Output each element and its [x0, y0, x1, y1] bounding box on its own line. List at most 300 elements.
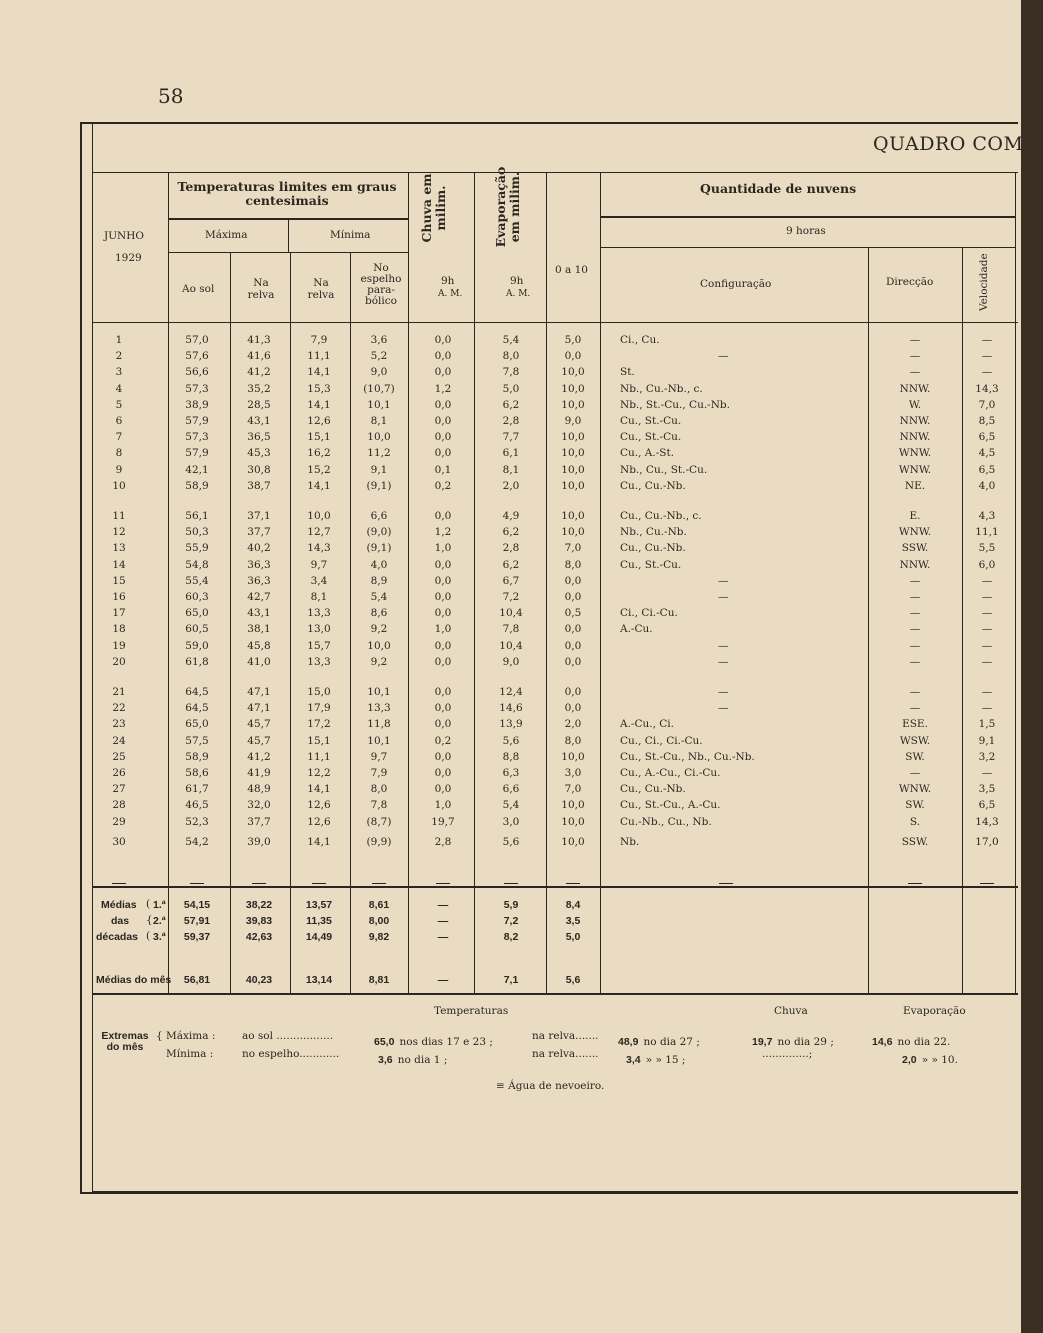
cell: 13: [112, 542, 126, 555]
cell: 10,0: [561, 510, 585, 522]
cell: 10,1: [367, 734, 391, 747]
cell-direction: —: [909, 607, 921, 620]
cell: 10,0: [561, 750, 585, 763]
cell-velocity: —: [981, 366, 993, 379]
table-row: [0, 816, 1043, 832]
cell: 54,2: [185, 835, 209, 848]
ao-sol-header: Ao sol: [182, 283, 215, 295]
cell: 7: [115, 431, 123, 444]
cell: 64,5: [185, 686, 209, 698]
rule: [92, 993, 1018, 995]
cell: 7,9: [370, 767, 388, 779]
cell: (9,9): [366, 835, 392, 848]
brace: (: [146, 930, 151, 942]
cell-direction: —: [909, 591, 921, 603]
cell: 12,6: [307, 815, 331, 828]
cell: 7,2: [502, 591, 520, 603]
cell: 0,0: [434, 574, 452, 587]
cell: 14,1: [307, 783, 331, 796]
year-label: 1929: [115, 252, 142, 264]
avg-cell: 42,63: [245, 931, 273, 943]
cell: 3,4: [310, 574, 328, 587]
cell: 1,2: [434, 382, 452, 395]
cell-config: Cu., Cu.-Nb.: [620, 542, 686, 555]
cell-velocity: 6,5: [978, 431, 996, 444]
cell-direction: NNW.: [899, 558, 931, 571]
cell: 47,1: [247, 702, 271, 715]
cell-direction: S.: [909, 815, 921, 828]
table-row: [0, 686, 1043, 702]
table-row: [0, 526, 1043, 542]
cell-direction: SSW.: [901, 835, 929, 848]
avg-label-decadas: décadas: [96, 931, 139, 943]
cell: 18: [112, 623, 126, 636]
cell: 10,0: [561, 815, 585, 828]
cell-velocity: 8,5: [978, 415, 996, 427]
cell: 10,0: [307, 510, 331, 522]
table-row: [0, 510, 1043, 526]
table-row: [0, 447, 1043, 463]
table-row: [0, 751, 1043, 767]
cell: 58,6: [185, 767, 209, 779]
cell-config: Cu., St.-Cu., A.-Cu.: [620, 799, 721, 812]
ext-min-mirror: no espelho............: [242, 1048, 340, 1060]
cell-direction: WSW.: [899, 734, 931, 747]
chuva-header: Chuva em milim.: [419, 173, 448, 243]
cell: 14,6: [499, 702, 523, 715]
cell: 10,0: [367, 639, 391, 652]
cell-direction: NNW.: [899, 382, 931, 395]
cell: 38,7: [247, 479, 271, 492]
table-row: [0, 656, 1043, 672]
cell: 28,5: [247, 398, 271, 411]
cell: 0,0: [434, 750, 452, 763]
cell: 47,1: [247, 686, 271, 698]
cell: 11,8: [367, 718, 391, 731]
cell: 3,6: [370, 334, 388, 346]
cell-direction: WNW.: [898, 447, 932, 460]
cell-velocity: —: [981, 686, 993, 698]
cell: 2,0: [564, 718, 582, 731]
cell: 0,0: [434, 558, 452, 571]
cell: 1,0: [434, 623, 452, 636]
cell: (8,7): [366, 815, 392, 828]
cell-config: Cu., A.-St.: [620, 447, 675, 460]
cell: 6,6: [370, 510, 388, 522]
cell-config: —: [718, 686, 729, 698]
cell: 9: [115, 463, 123, 476]
ext-max-grass: na relva.......: [532, 1030, 599, 1042]
am-evap: A. M.: [506, 289, 531, 299]
cell: 23: [112, 718, 126, 731]
cell-config: Cu., A.-Cu., Ci.-Cu.: [620, 767, 721, 779]
cell-direction: NE.: [904, 479, 926, 492]
table-row: [0, 735, 1043, 751]
avg-cell: 5,9: [503, 899, 519, 911]
ext-min-rain: ..............;: [762, 1048, 813, 1060]
ext-max-sun-val: 65,0 nos dias 17 e 23 ;: [374, 1036, 493, 1048]
cell: 3,0: [564, 767, 582, 779]
avg-cell: 57,91: [183, 915, 211, 927]
hour-9-chuva: 9h: [441, 275, 455, 287]
hour-9-evap: 9h: [510, 275, 524, 287]
cell: 8,1: [310, 591, 328, 603]
cell: 10,0: [561, 447, 585, 460]
cell: 10,0: [561, 398, 585, 411]
dash: [436, 873, 450, 892]
avg-cell: 8,61: [368, 899, 390, 911]
cell: (9,1): [366, 542, 392, 555]
cell: 27: [112, 783, 126, 796]
max-header: Máxima: [205, 229, 248, 241]
cell: 60,3: [185, 591, 209, 603]
cell: 0,2: [434, 734, 452, 747]
cell: 36,3: [247, 574, 271, 587]
cell: 14,1: [307, 835, 331, 848]
table-row: [0, 366, 1043, 382]
cell-direction: —: [909, 655, 921, 668]
avg-cell: 54,15: [183, 899, 211, 911]
cell: 36,3: [247, 558, 271, 571]
table-row: [0, 607, 1043, 623]
cell: 7,7: [502, 431, 520, 444]
dash: [719, 873, 733, 892]
cell: 21: [112, 686, 126, 698]
cell-config: A.-Cu.: [620, 623, 653, 636]
avg-month-cell: 5,6: [565, 974, 581, 986]
clouds-header: Quantidade de nuvens: [700, 181, 857, 196]
na-relva-min-header: Na relva: [307, 277, 335, 301]
cell: 3,0: [502, 815, 520, 828]
ext-max-grass-val: 48,9 no dia 27 ;: [618, 1036, 700, 1048]
cell: 7,0: [564, 783, 582, 796]
cell: 0,0: [564, 702, 582, 715]
avg-cell: 9,82: [368, 931, 390, 943]
cell-direction: —: [909, 623, 921, 636]
table-row: [0, 399, 1043, 415]
avg-cell: —: [437, 931, 449, 943]
cell: 0,2: [434, 479, 452, 492]
cell-velocity: —: [981, 639, 993, 652]
cell: 9,0: [564, 415, 582, 427]
cell: 10,1: [367, 686, 391, 698]
cell: 14,1: [307, 479, 331, 492]
cell: 15,2: [307, 463, 331, 476]
cell-direction: —: [909, 686, 921, 698]
cell: 45,3: [247, 447, 271, 460]
avg-cell: —: [437, 899, 449, 911]
cell: 19: [112, 639, 126, 652]
cell-direction: —: [909, 334, 921, 346]
cell-velocity: 17,0: [975, 835, 999, 848]
avg-cell: 7,2: [503, 915, 519, 927]
table-row: [0, 383, 1043, 399]
cell: 57,9: [185, 447, 209, 460]
avg-month-cell: 40,23: [245, 974, 273, 986]
cell: 57,3: [185, 382, 209, 395]
cell: 38,9: [185, 398, 209, 411]
cell-direction: —: [909, 366, 921, 379]
cell: 58,9: [185, 479, 209, 492]
cell: 13,3: [307, 655, 331, 668]
cell: 5,0: [502, 382, 520, 395]
cell: 36,5: [247, 431, 271, 444]
cell: 42,1: [185, 463, 209, 476]
cell: 10,1: [367, 398, 391, 411]
cell: 14: [112, 558, 126, 571]
cell-velocity: 3,5: [978, 783, 996, 796]
cell-velocity: —: [981, 702, 993, 715]
cell-config: Cu., Cu.-Nb.: [620, 479, 686, 492]
cell: 13,3: [367, 702, 391, 715]
table-row: [0, 623, 1043, 639]
cell-direction: NNW.: [899, 415, 931, 427]
cell-config: —: [718, 702, 729, 715]
cell-config: Cu.-Nb., Cu., Nb.: [620, 815, 712, 828]
cell: 8,8: [502, 750, 520, 763]
cell: (9,1): [366, 479, 392, 492]
cell: 5,6: [502, 835, 520, 848]
cell-velocity: 11,1: [975, 526, 999, 539]
cell: 41,9: [247, 767, 271, 779]
cell: 12: [112, 526, 126, 539]
cell-config: Cu., St.-Cu.: [620, 431, 682, 444]
cell: 40,2: [247, 542, 271, 555]
cell: 39,0: [247, 835, 271, 848]
cell: 61,8: [185, 655, 209, 668]
cell-config: —: [718, 574, 729, 587]
cell: 10,0: [561, 366, 585, 379]
cell: 2,0: [502, 479, 520, 492]
cell: 30: [112, 835, 126, 848]
cell: 28: [112, 799, 126, 812]
avg-cell: 38,22: [245, 899, 273, 911]
avg-cell: 11,35: [306, 915, 332, 927]
dash: [112, 873, 126, 892]
rule: [600, 216, 1016, 218]
cell: 10,0: [561, 835, 585, 848]
cell: 0,0: [434, 639, 452, 652]
cell: 10,0: [561, 463, 585, 476]
cell: 22: [112, 702, 126, 715]
table-row: [0, 640, 1043, 656]
avg-month-cell: 8,81: [368, 974, 390, 986]
cell-velocity: 4,0: [978, 479, 996, 492]
avg-cell: 8,4: [565, 899, 581, 911]
cell-config: Cu., St.-Cu.: [620, 558, 682, 571]
temp-group-header: Temperaturas limites em graus centesimais: [177, 179, 397, 208]
cell: 15,1: [307, 431, 331, 444]
cell-config: Cu., Cu.-Nb.: [620, 783, 686, 796]
cell: 0,0: [564, 591, 582, 603]
cell-velocity: 6,0: [978, 558, 996, 571]
cell: 32,0: [247, 799, 271, 812]
cell: 0,1: [434, 463, 452, 476]
cell: 2,8: [502, 542, 520, 555]
cell: 42,7: [247, 591, 271, 603]
ext-min-label: Mínima :: [166, 1048, 214, 1060]
cell: 41,2: [247, 750, 271, 763]
cell: 8,6: [370, 607, 388, 620]
cell: 5,4: [502, 799, 520, 812]
cell: 0,0: [434, 398, 452, 411]
cell: 45,8: [247, 639, 271, 652]
rule: [168, 252, 408, 253]
cell-velocity: 14,3: [975, 815, 999, 828]
cell: 11,2: [367, 447, 391, 460]
ext-min-grass: na relva.......: [532, 1048, 599, 1060]
cell: 57,9: [185, 415, 209, 427]
cell: 0,5: [564, 607, 582, 620]
cell-velocity: —: [981, 591, 993, 603]
cell: 24: [112, 734, 126, 747]
avg-month-cell: —: [437, 974, 449, 986]
table-row-end: [0, 865, 1043, 881]
cell-direction: W.: [908, 398, 922, 411]
cell-velocity: —: [981, 623, 993, 636]
cell: 2: [115, 350, 123, 363]
cell: 8: [115, 447, 123, 460]
table-title: QUADRO COM: [873, 133, 1024, 155]
dash: [980, 873, 994, 892]
cell: 9,7: [310, 558, 328, 571]
cell-config: —: [718, 350, 729, 363]
nine-hours-header: 9 horas: [786, 225, 826, 237]
cell-direction: —: [909, 767, 921, 779]
cell: 41,0: [247, 655, 271, 668]
cell: 30,8: [247, 463, 271, 476]
brace: {: [156, 1030, 163, 1042]
cell: 0,0: [434, 366, 452, 379]
cell: 5,6: [502, 734, 520, 747]
cell: 1,0: [434, 542, 452, 555]
avg-cell: —: [437, 915, 449, 927]
cell: 0,0: [434, 510, 452, 522]
cell-velocity: 3,2: [978, 750, 996, 763]
cell: 14,1: [307, 398, 331, 411]
table-row: [0, 350, 1043, 366]
cell-config: Cu., St.-Cu.: [620, 415, 682, 427]
velocity-header: Velocidade: [978, 253, 990, 311]
cell-direction: E.: [909, 510, 921, 522]
cell: 11,1: [307, 750, 331, 763]
cell: 0,0: [564, 655, 582, 668]
cell: 9,2: [370, 655, 388, 668]
cell: 60,5: [185, 623, 209, 636]
cell: 0,0: [434, 350, 452, 363]
dash: [372, 873, 386, 892]
cell: 41,3: [247, 334, 271, 346]
cell: 12,6: [307, 415, 331, 427]
na-relva-max-header: Na relva: [247, 277, 275, 301]
dash: [504, 873, 518, 892]
cell: 19,7: [431, 815, 455, 828]
cell: 59,0: [185, 639, 209, 652]
avg-month-cell: 13,14: [305, 974, 333, 986]
cell: 65,0: [185, 718, 209, 731]
cell: 12,6: [307, 799, 331, 812]
table-row: [0, 415, 1043, 431]
avg-decade-label: 3.ª: [153, 931, 166, 943]
table-row: [0, 836, 1043, 852]
espelho-header: No espelho para-bólico: [360, 262, 402, 307]
cell-velocity: —: [981, 655, 993, 668]
avg-cell: 3,5: [565, 915, 581, 927]
cell: 65,0: [185, 607, 209, 620]
cell: 6,3: [502, 767, 520, 779]
cell: 15: [112, 574, 126, 587]
cell: 61,7: [185, 783, 209, 796]
ext-min-mirror-val: 3,6 no dia 1 ;: [378, 1054, 448, 1066]
cell: 9,1: [370, 463, 388, 476]
cell: 2,8: [434, 835, 452, 848]
cell: 10,0: [561, 431, 585, 444]
cell: 0,0: [434, 718, 452, 731]
brace: {: [146, 914, 153, 926]
cell: 8,1: [370, 415, 388, 427]
min-header: Mínima: [330, 229, 371, 241]
cell-velocity: 9,1: [978, 734, 996, 747]
avg-cell: 59,37: [183, 931, 211, 943]
avg-decade-label: 1.ª: [153, 899, 166, 911]
cell: 5,4: [370, 591, 388, 603]
cell: (10,7): [363, 382, 395, 395]
cell: 4,9: [502, 510, 520, 522]
cell: 5,0: [564, 334, 582, 346]
dash: [312, 873, 326, 892]
cell: 15,0: [307, 686, 331, 698]
cell: 16,2: [307, 447, 331, 460]
cell-direction: WNW.: [898, 526, 932, 539]
cell: 1: [115, 334, 123, 346]
avg-label-medias: Médias: [101, 899, 137, 911]
config-header: Configuração: [700, 278, 772, 290]
avg-cell: 14,49: [305, 931, 333, 943]
cell-config: Cu., St.-Cu., Nb., Cu.-Nb.: [620, 750, 755, 763]
cell: 17,9: [307, 702, 331, 715]
cell: 17: [112, 607, 126, 620]
cell-velocity: 6,5: [978, 799, 996, 812]
cell: 12,2: [307, 767, 331, 779]
cell-velocity: —: [981, 767, 993, 779]
cell-direction: SW.: [905, 799, 925, 812]
rule: [600, 247, 1016, 248]
cell: 8,1: [502, 463, 520, 476]
cell: (9,0): [366, 526, 392, 539]
cell: 4: [115, 382, 123, 395]
cell: 46,5: [185, 799, 209, 812]
cell-config: Nb.: [620, 835, 640, 848]
rule: [92, 172, 1018, 173]
cell: 2,8: [502, 415, 520, 427]
cell: 0,0: [564, 686, 582, 698]
table-row: [0, 767, 1043, 783]
cell: 0,0: [434, 783, 452, 796]
cell: 17,2: [307, 718, 331, 731]
ext-rain-heading: Chuva: [774, 1005, 808, 1017]
cell-velocity: 5,5: [978, 542, 996, 555]
cell: 37,7: [247, 526, 271, 539]
cell-direction: —: [909, 574, 921, 587]
ext-max-rain: 19,7 no dia 29 ;: [752, 1036, 834, 1048]
cell: 7,8: [502, 366, 520, 379]
cell: 10,4: [499, 607, 523, 620]
cell: 58,9: [185, 750, 209, 763]
month-label: JUNHO: [104, 230, 145, 242]
cell: 6,6: [502, 783, 520, 796]
cell-config: Cu., Ci., Ci.-Cu.: [620, 734, 703, 747]
dash: [908, 873, 922, 892]
